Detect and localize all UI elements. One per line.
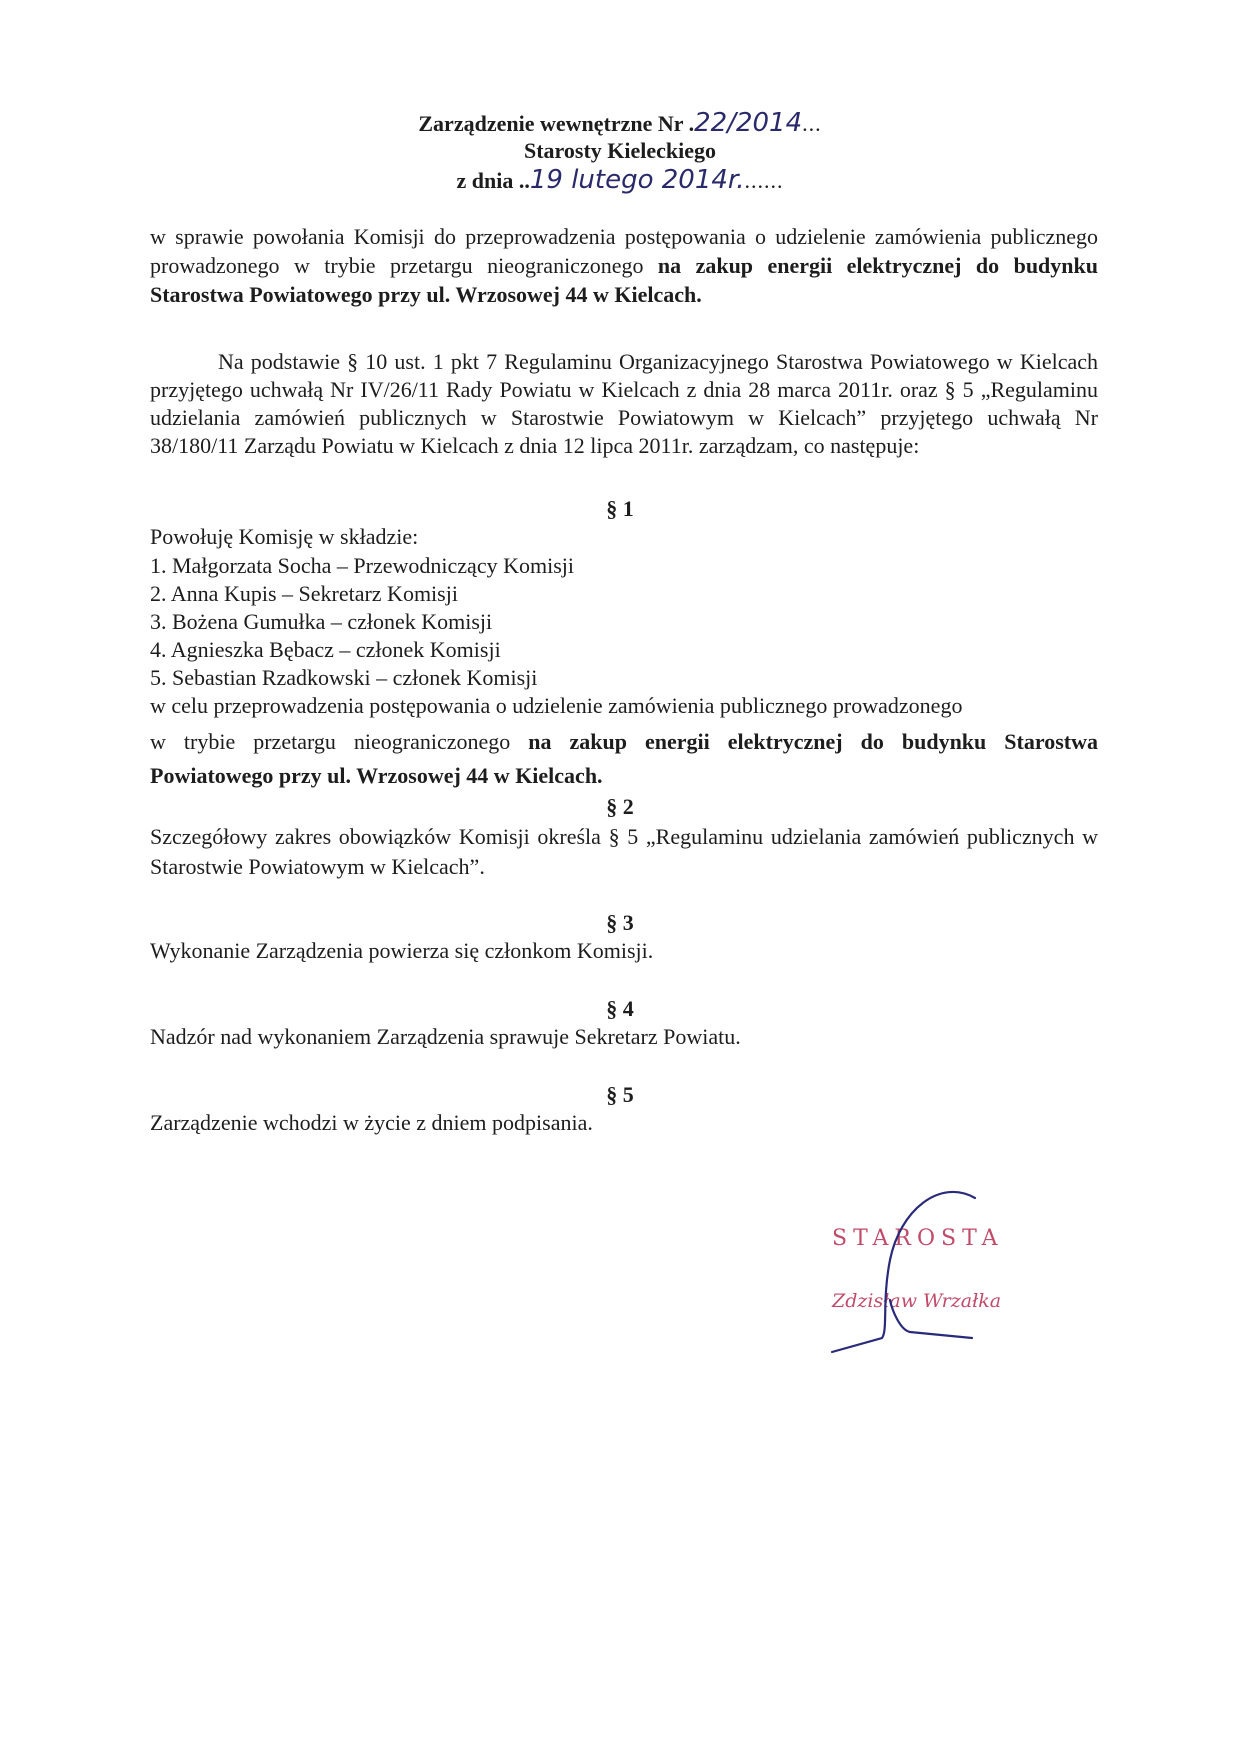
stamp-name: Zdzisław Wrzałka — [832, 1290, 1002, 1312]
title-prefix: Zarządzenie wewnętrzne Nr . — [418, 111, 695, 136]
issuer: Starosty Kieleckiego — [523, 138, 717, 163]
handwritten-date: 19 lutego 2014r. — [529, 165, 745, 195]
member-5: 5. Sebastian Rzadkowski – członek Komisji — [150, 665, 538, 690]
stamp-title: STAROSTA — [832, 1226, 1004, 1251]
legal-basis: Na podstawie § 10 ust. 1 pkt 7 Regulaminu Organizacyjnego Starostwa Powiatowego w Kielcach przyjętego uchwałą Nr IV/26/11 Rady Powiatu w Kielcach z dnia 28 marca 2011r. oraz § 5 „Regulaminu udzielania zamówień publicznych w Starostwie Powiatowym w Kielcach” przyjętego uchwałą Nr 38/180/11 Zarządu Powiatu w Kielcach z dnia 12 lipca 2011r. zarządzam, co następuje: — [150, 349, 1098, 458]
member-3: 3. Bożena Gumułka – członek Komisji — [150, 609, 493, 634]
section-3-text: Wykonanie Zarządzenia powierza się członkom Komisji. — [150, 938, 654, 963]
section-1-label: § 1 — [606, 496, 634, 521]
purpose-bold: na zakup energii elektrycznej do budynku Starostwa Powiatowego przy ul. Wrzosowej 44 w Kielcach. — [150, 729, 1098, 788]
commission-intro: Powołuję Komisję w składzie: — [150, 524, 419, 549]
purpose-line: w celu przeprowadzenia postępowania o udzielenie zamówienia publicznego prowadzonego — [150, 693, 963, 718]
date-prefix: z dnia .. — [456, 168, 530, 193]
order-title — [0, 108, 1240, 138]
section-2-label: § 2 — [606, 794, 634, 819]
section-5-label: § 5 — [606, 1082, 634, 1107]
member-1: 1. Małgorzata Socha – Przewodniczący Komisji — [150, 553, 574, 578]
section-2-text: Szczegółowy zakres obowiązków Komisji określa § 5 „Regulaminu udzielania zamówień publicznych w Starostwie Powiatowym w Kielcach”. — [150, 824, 1098, 879]
purpose-text: w trybie przetargu nieograniczonego — [150, 729, 529, 754]
signature-mark — [820, 1180, 1000, 1360]
purpose-paragraph — [150, 725, 1098, 793]
handwritten-number: 22/2014 — [694, 108, 803, 138]
section-4-text: Nadzór nad wykonaniem Zarządzenia sprawuje Sekretarz Powiatu. — [150, 1024, 741, 1049]
subject-paragraph — [150, 222, 1098, 309]
member-4: 4. Agnieszka Bębacz – członek Komisji — [150, 637, 501, 662]
section-5-text: Zarządzenie wchodzi w życie z dniem podpisania. — [150, 1110, 593, 1135]
member-2: 2. Anna Kupis – Sekretarz Komisji — [150, 581, 458, 606]
subject-bold: na zakup energii elektrycznej do budynku Starostwa Powiatowego przy ul. Wrzosowej 44 w Kielcach. — [150, 253, 1098, 307]
subject-text: w sprawie powołania Komisji do przeprowadzenia postępowania o udzielenie zamówienia publicznego prowadzonego w trybie przetargu nieograniczonego — [150, 224, 1098, 278]
date-suffix: ...... — [744, 168, 784, 193]
order-date — [0, 165, 1240, 195]
section-3-label: § 3 — [606, 910, 634, 935]
title-suffix: ... — [802, 111, 822, 136]
section-4-label: § 4 — [606, 996, 634, 1021]
